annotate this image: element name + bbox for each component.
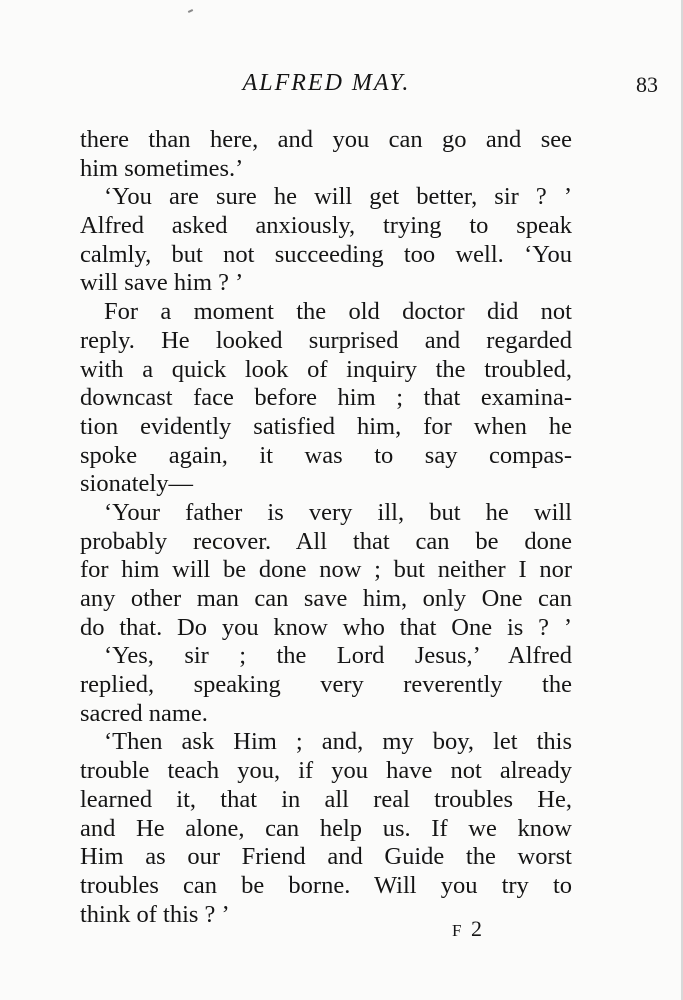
page-number: 83 [636, 72, 658, 97]
text-line: For a moment the old doctor did not [104, 298, 572, 326]
printer-signature-mark [452, 916, 484, 942]
body-text [80, 126, 572, 929]
text-line: ‘Yes, sir ; the Lord Jesus,’ Alfred [104, 642, 572, 670]
text-line: for him will be done now ; but neither I nor [80, 556, 572, 584]
text-line: reply. He looked surprised and regarded [80, 326, 572, 354]
text-line: sacred name. [80, 699, 208, 727]
text-line: tion evidently satisfied him, for when he [80, 412, 572, 440]
running-title: ALFRED MAY. [242, 70, 411, 96]
text-line: any other man can save him, only One can [80, 585, 572, 612]
signature-number: 2 [470, 916, 484, 941]
text-line: learned it, that in all real troubles He, [80, 785, 572, 813]
page-header [80, 70, 658, 106]
text-line: there than here, and you can go and see [80, 126, 572, 153]
text-line: troubles can be borne. Will you try to [80, 871, 572, 899]
text-line: calmly, but not succeeding too well. ‘You [80, 240, 572, 268]
text-line: do that. Do you know who that One is ? ’ [80, 613, 572, 641]
ink-speck [188, 9, 193, 13]
text-line: downcast face before him ; that examina- [80, 384, 572, 412]
text-line: Him as our Friend and Guide the worst [80, 843, 572, 871]
signature-letter: F [452, 921, 464, 940]
text-line: with a quick look of inquiry the troubled, [80, 355, 572, 383]
text-line: will save him ? ’ [80, 269, 244, 297]
text-line: ‘You are sure he will get better, sir ? ’ [104, 183, 572, 211]
text-line: replied, speaking very reverently the [80, 671, 572, 699]
text-line: ‘Your father is very ill, but he will [104, 498, 572, 526]
text-line: spoke again, it was to say compas- [80, 441, 572, 469]
text-line: probably recover. All that can be done [80, 527, 572, 555]
text-line: sionately— [80, 470, 193, 498]
text-line: and He alone, can help us. If we know [80, 814, 572, 842]
text-line: him sometimes.’ [80, 154, 244, 182]
text-line: think of this ? ’ [80, 900, 230, 928]
text-line: trouble teach you, if you have not already [80, 757, 572, 785]
text-line: Alfred asked anxiously, trying to speak [80, 212, 572, 240]
text-line: ‘Then ask Him ; and, my boy, let this [104, 728, 572, 756]
